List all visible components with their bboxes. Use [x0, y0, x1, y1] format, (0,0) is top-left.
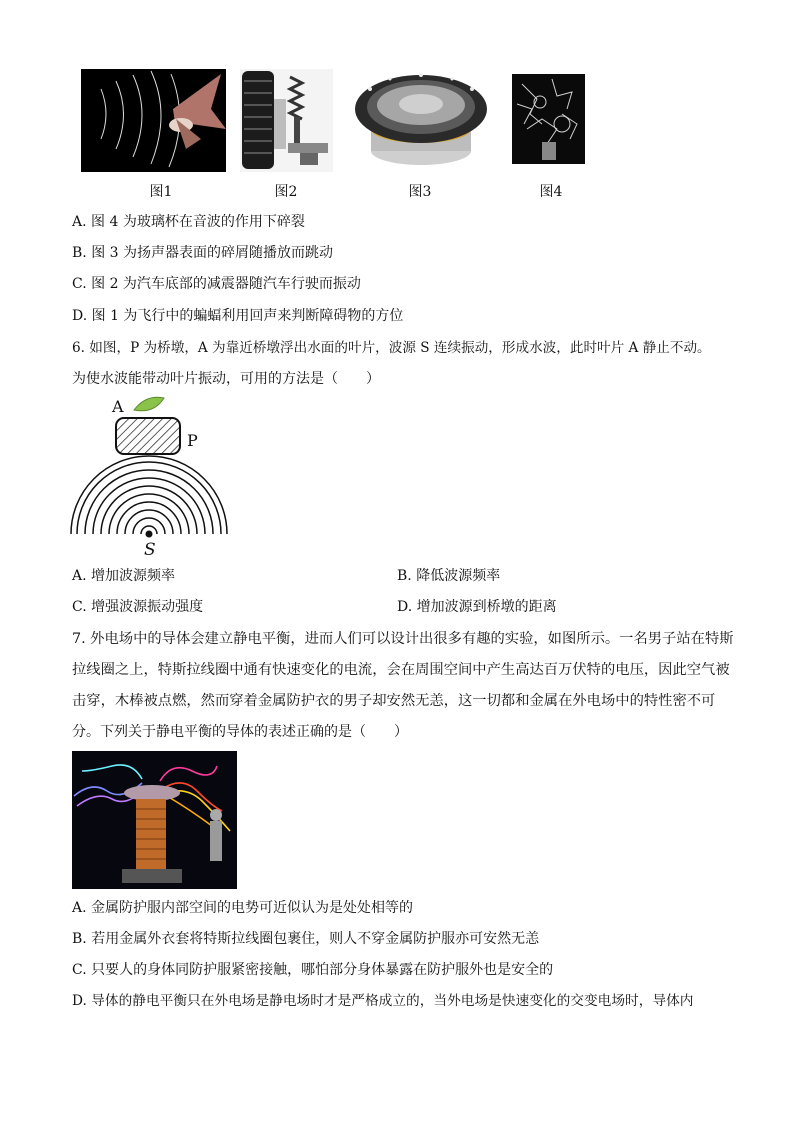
figure-1-label: 图1 [149, 184, 173, 200]
figure-2-label: 图2 [274, 184, 298, 200]
tesla-coil-photo [72, 751, 237, 889]
q6-stem-line-1: 6. 如图，P 为桥墩，A 为靠近桥墩浮出水面的叶片，波源 S 连续振动，形成水波，此时叶片 A 静止不动。 [72, 340, 711, 356]
q6-option-b: B. 降低波源频率 [397, 568, 501, 584]
figure-4-label: 图4 [539, 184, 563, 200]
figure-4-glass-photo [512, 74, 585, 164]
figure-3-label: 图3 [408, 184, 432, 200]
q5-option-d: D. 图 1 为飞行中的蝙蝠利用回声来判断障碍物的方位 [72, 308, 404, 324]
q7-stem-line-4: 分。下列关于静电平衡的导体的表述正确的是（ ） [72, 724, 408, 740]
figure-1-bat-photo [81, 69, 226, 172]
label-p: P [187, 431, 198, 450]
q7-option-b: B. 若用金属外衣套将特斯拉线圈包裹住，则人不穿金属防护服亦可安然无恙 [72, 931, 540, 947]
q6-option-d: D. 增加波源到桥墩的距离 [397, 599, 557, 615]
q7-option-d: D. 导体的静电平衡只在外电场是静电场时才是严格成立的，当外电场是快速变化的交变电场时，导体内 [72, 993, 694, 1009]
q6-option-c: C. 增强波源振动强度 [72, 599, 204, 615]
label-s: S [144, 540, 156, 560]
wave-source-dot [146, 531, 153, 538]
q5-option-c: C. 图 2 为汽车底部的减震器随汽车行驶而振动 [72, 276, 361, 292]
q6-option-a: A. 增加波源频率 [72, 568, 176, 584]
q6-wave-diagram [70, 392, 230, 562]
q5-option-a: A. 图 4 为玻璃杯在音波的作用下碎裂 [72, 214, 305, 230]
label-a: A [112, 397, 124, 416]
q7-stem-line-3: 击穿，木棒被点燃，然而穿着金属防护衣的男子却安然无恙，这一切都和金属在外电场中的特性密不可 [72, 693, 716, 709]
q7-option-c: C. 只要人的身体同防护服紧密接触，哪怕部分身体暴露在防护服外也是安全的 [72, 962, 554, 978]
leaf-icon [134, 397, 164, 411]
q7-option-a: A. 金属防护服内部空间的电势可近似认为是处处相等的 [72, 900, 414, 916]
pier-block [116, 418, 180, 454]
q6-stem-line-2: 为使水波能带动叶片振动，可用的方法是（ ） [72, 371, 380, 387]
figure-2-suspension-photo [240, 69, 333, 172]
q7-stem-line-2: 拉线圈之上，特斯拉线圈中通有快速变化的电流，会在周围空间中产生高达百万伏特的电压，因此空气被 [72, 662, 730, 678]
q7-stem-line-1: 7. 外电场中的导体会建立静电平衡，进而人们可以设计出很多有趣的实验，如图所示。一名男子站在特斯 [72, 631, 734, 647]
figure-3-speaker-photo [350, 69, 492, 172]
q5-option-b: B. 图 3 为扬声器表面的碎屑随播放而跳动 [72, 245, 333, 261]
